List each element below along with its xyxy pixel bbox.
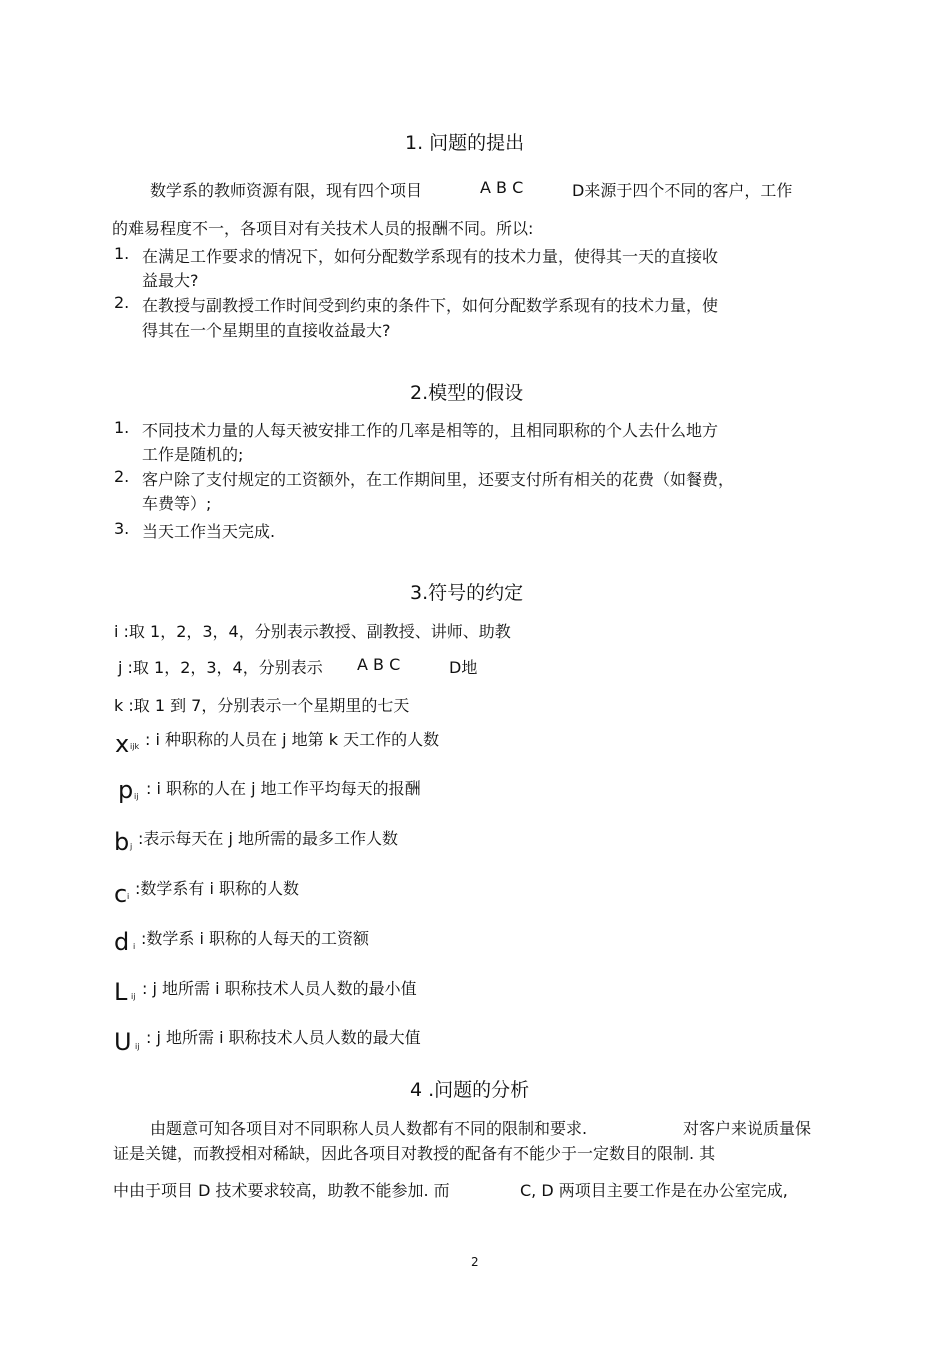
- symbol-b: b: [114, 828, 130, 856]
- s4-line-1a: 由题意可知各项目对不同职称人员人数都有不同的限制和要求.: [150, 1119, 588, 1138]
- s1-item-2-line-1: 在教授与副教授工作时间受到约束的条件下，如何分配数学系现有的技术力量，使: [142, 296, 719, 315]
- symbol-d: d: [114, 928, 130, 956]
- symbol-c-subscript: i: [127, 892, 130, 901]
- symbol-x-description: : i 种职称的人员在 j 地第 k 天工作的人数: [145, 730, 440, 749]
- s3-def-i: i :取 1，2，3，4，分别表示教授、副教授、讲师、助教: [114, 622, 511, 641]
- s3-def-k: k :取 1 到 7，分别表示一个星期里的七天: [114, 696, 410, 715]
- s1-item-1-line-1: 在满足工作要求的情况下，如何分配数学系现有的技术力量，使得其一天的直接收: [142, 247, 719, 266]
- s3-def-j-c: D地: [449, 658, 478, 677]
- symbol-U-subscript: ij: [135, 1042, 140, 1051]
- symbol-d-description: :数学系 i 职称的人每天的工资额: [141, 929, 370, 948]
- symbol-L: L: [114, 978, 128, 1006]
- s4-line-3b: C, D 两项目主要工作是在办公室完成,: [520, 1181, 788, 1200]
- s2-item-2-number: 2.: [114, 467, 130, 486]
- s1-paragraph-line-2: 的难易程度不一，各项目对有关技术人员的报酬不同。所以:: [112, 219, 534, 238]
- s2-item-1-number: 1.: [114, 418, 130, 437]
- s1-paragraph-line-1b: A B C: [480, 178, 524, 197]
- s2-item-3-number: 3.: [114, 519, 130, 538]
- s3-def-j-b: A B C: [357, 655, 401, 674]
- page-number: 2: [471, 1255, 479, 1269]
- symbol-p-subscript: ij: [134, 792, 139, 801]
- s1-paragraph-line-1a: 数学系的教师资源有限，现有四个项目: [150, 181, 423, 200]
- s4-line-2: 证是关键，而教授相对稀缺，因此各项目对教授的配备有不能少于一定数目的限制. 其: [113, 1144, 716, 1163]
- section-3-title: 3.符号的约定: [410, 582, 524, 604]
- s1-item-1-number: 1.: [114, 244, 130, 263]
- symbol-L-description: : j 地所需 i 职称技术人员人数的最小值: [142, 979, 417, 998]
- s1-item-2-number: 2.: [114, 293, 130, 312]
- s3-def-j-a: j :取 1，2，3，4，分别表示: [118, 658, 323, 677]
- symbol-U: U: [114, 1028, 132, 1056]
- symbol-x: x: [115, 730, 130, 758]
- symbol-p-description: : i 职称的人在 j 地工作平均每天的报酬: [146, 779, 421, 798]
- symbol-b-description: :表示每天在 j 地所需的最多工作人数: [138, 829, 399, 848]
- symbol-p: p: [118, 776, 134, 804]
- symbol-L-subscript: ij: [131, 992, 136, 1001]
- symbol-c-description: :数学系有 i 职称的人数: [135, 879, 300, 898]
- symbol-b-subscript: j: [130, 842, 133, 851]
- s2-item-1-line-1: 不同技术力量的人每天被安排工作的几率是相等的，且相同职称的个人去什么地方: [142, 421, 719, 440]
- s1-item-1-line-2: 益最大?: [142, 271, 199, 290]
- s2-item-2-line-1: 客户除了支付规定的工资额外，在工作期间里，还要支付所有相关的花费（如餐费，: [142, 470, 735, 489]
- symbol-U-description: : j 地所需 i 职称技术人员人数的最大值: [146, 1028, 421, 1047]
- s4-line-3a: 中由于项目 D 技术要求较高，助教不能参加. 而: [113, 1181, 450, 1200]
- section-2-title: 2.模型的假设: [410, 382, 524, 404]
- s2-item-3-line-1: 当天工作当天完成.: [142, 522, 276, 541]
- symbol-x-subscript: ijk: [130, 742, 140, 751]
- symbol-d-subscript: i: [133, 942, 136, 951]
- s1-item-2-line-2: 得其在一个星期里的直接收益最大?: [142, 321, 391, 340]
- s2-item-1-line-2: 工作是随机的;: [142, 445, 244, 464]
- s1-paragraph-line-1c: D来源于四个不同的客户，工作: [572, 181, 793, 200]
- s2-item-2-line-2: 车费等）;: [142, 494, 212, 513]
- symbol-c: c: [114, 880, 128, 908]
- section-1-title: 1. 问题的提出: [405, 132, 525, 154]
- s4-line-1b: 对客户来说质量保: [683, 1119, 812, 1138]
- section-4-title: 4 .问题的分析: [410, 1079, 530, 1101]
